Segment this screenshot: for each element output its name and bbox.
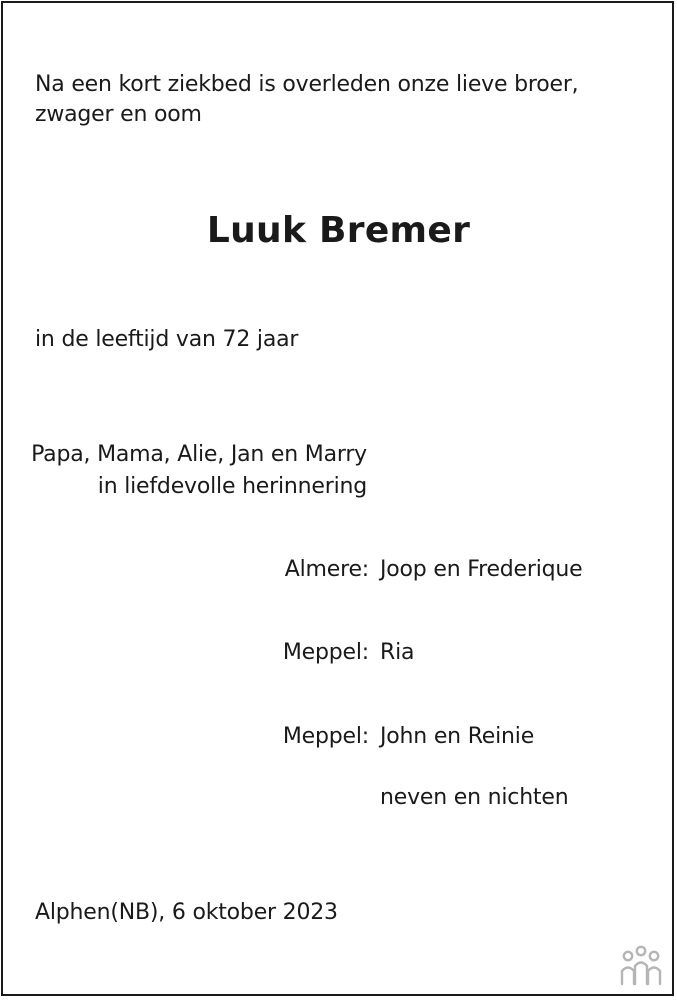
- nephews-nieces: neven en nichten: [380, 785, 569, 810]
- intro-text: Na een kort ziekbed is overleden onze lieve broer, zwager en oom: [35, 72, 579, 127]
- family-line-1: Papa, Mama, Alie, Jan en Marry: [31, 442, 367, 467]
- age-line: in de leeftijd van 72 jaar: [35, 327, 299, 352]
- family-line-2: in liefdevolle herinnering: [97, 474, 367, 499]
- relative-place: Meppel:: [282, 724, 369, 749]
- deceased-name: Luuk Bremer: [206, 210, 471, 251]
- relative-names: John en Reinie: [380, 724, 535, 749]
- people-group-icon: [617, 944, 665, 986]
- relative-place: Meppel:: [282, 640, 369, 665]
- relative-names: Joop en Frederique: [380, 557, 583, 582]
- relative-place: Almere:: [284, 557, 369, 582]
- place-date: Alphen(NB), 6 oktober 2023: [35, 900, 338, 925]
- relative-names: Ria: [380, 640, 415, 665]
